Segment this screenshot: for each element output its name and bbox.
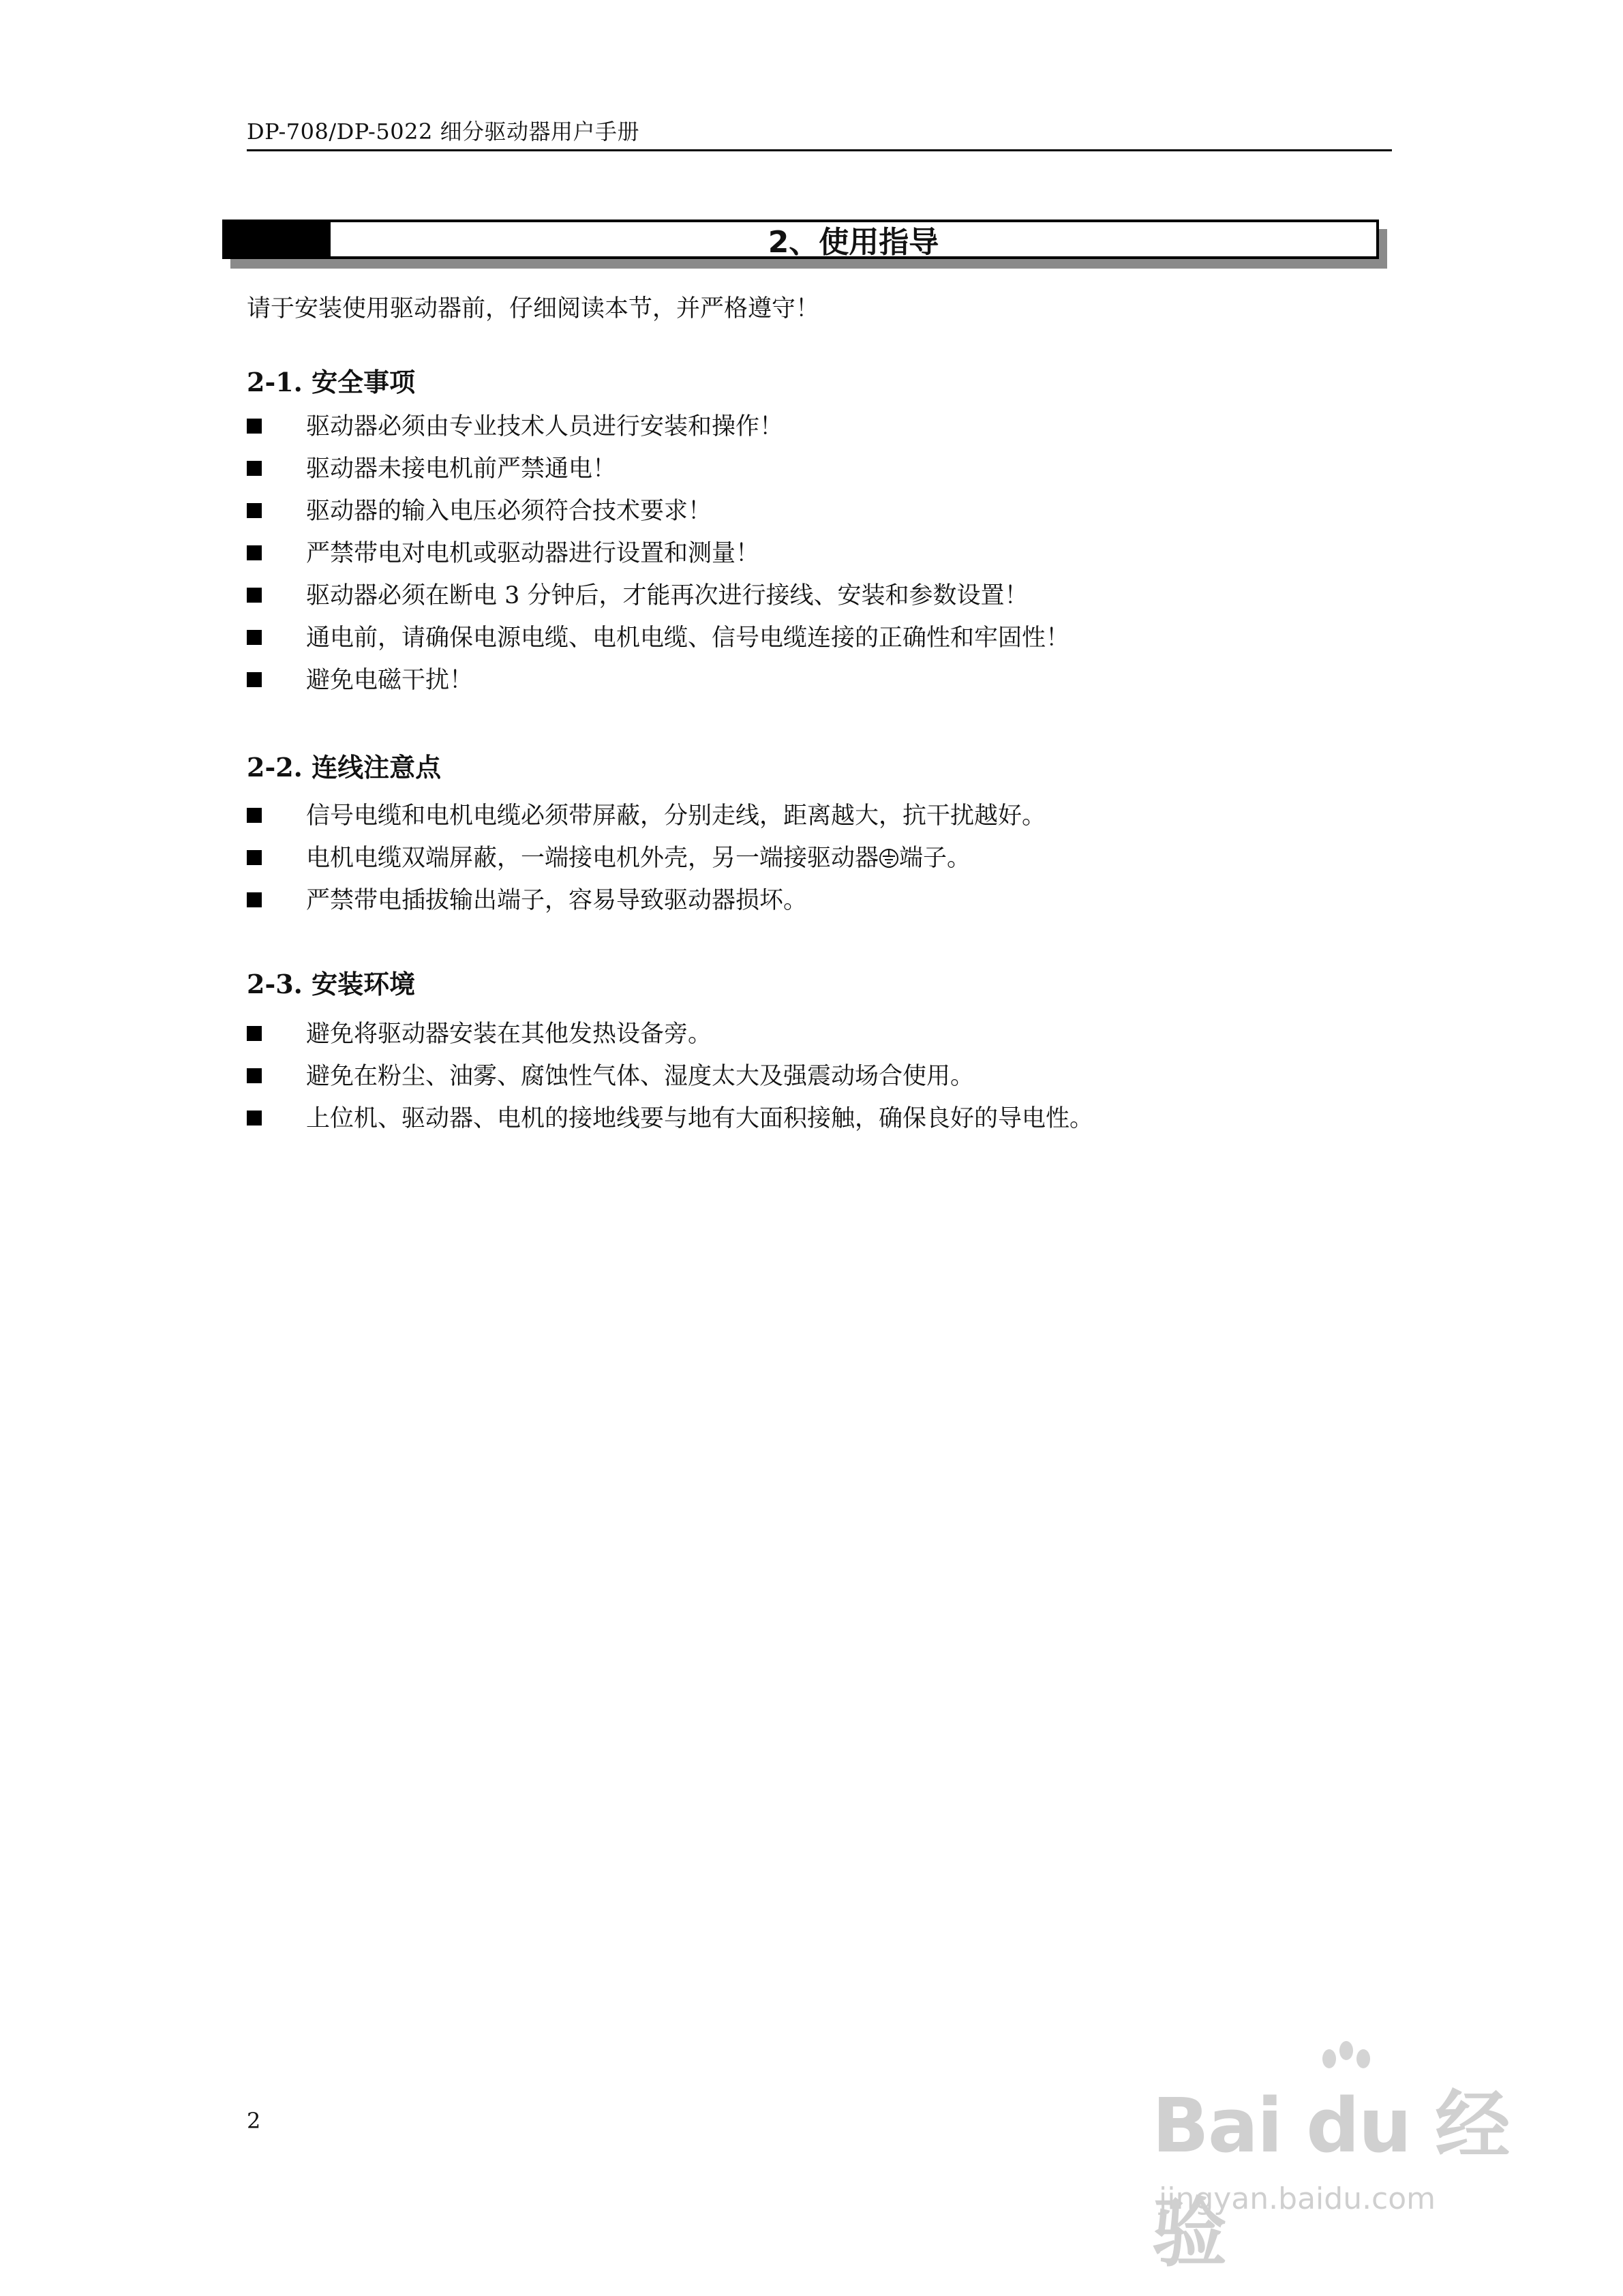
page-number: 2 <box>247 2108 261 2134</box>
square-bullet-icon <box>247 630 262 645</box>
square-bullet-icon <box>247 461 262 476</box>
watermark-logo: Bai du 经验 <box>1152 2082 1509 2277</box>
header-rule <box>247 149 1392 151</box>
watermark-url: jingyan.baidu.com <box>1159 2181 1436 2216</box>
baidu-jingyan-watermark <box>1152 2038 1534 2277</box>
section-heading-environment: 2-3. 安装环境 <box>247 969 416 999</box>
square-bullet-icon <box>247 588 262 603</box>
square-bullet-icon <box>247 503 262 518</box>
square-bullet-icon <box>247 419 262 434</box>
intro-text: 请于安装使用驱动器前，仔细阅读本节，并严格遵守！ <box>247 295 820 322</box>
running-header: DP-708/DP-5022 细分驱动器用户手册 <box>247 119 639 145</box>
square-bullet-icon <box>247 1068 262 1083</box>
square-bullet-icon <box>247 850 262 865</box>
section-heading-safety: 2-1. 安全事项 <box>247 367 416 397</box>
square-bullet-icon <box>247 1026 262 1041</box>
square-bullet-icon <box>247 545 262 560</box>
chapter-banner <box>222 220 1379 259</box>
section-heading-wiring: 2-2. 连线注意点 <box>247 752 442 783</box>
square-bullet-icon <box>247 808 262 823</box>
square-bullet-icon <box>247 1111 262 1126</box>
square-bullet-icon <box>247 892 262 907</box>
square-bullet-icon <box>247 672 262 687</box>
chapter-title: 2、使用指导 <box>768 225 939 260</box>
ground-terminal-icon <box>879 848 899 868</box>
chapter-banner-black-block <box>225 222 331 256</box>
